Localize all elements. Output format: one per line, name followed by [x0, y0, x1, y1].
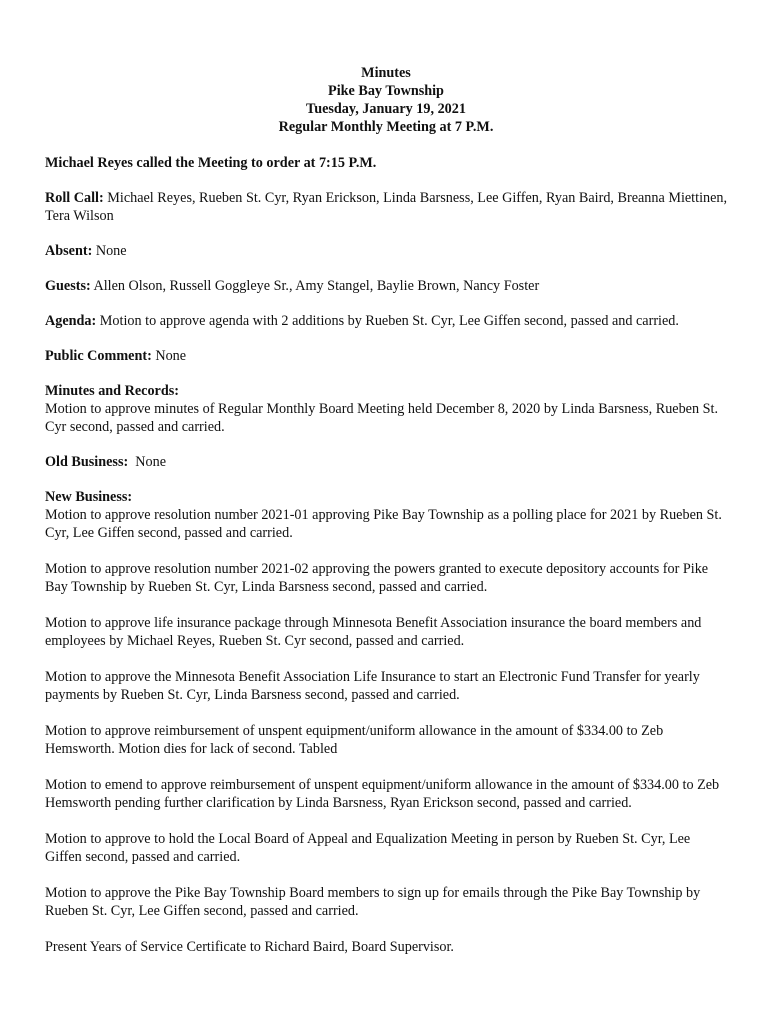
- new-business-item: Motion to approve resolution number 2021-02 approving the powers granted to execute depository accounts for Pike Bay Township by Rueben St. Cyr, Linda Barsness second, passed and carried.: [45, 561, 709, 595]
- new-business-item: Present Years of Service Certificate to Richard Baird, Board Supervisor.: [45, 939, 454, 955]
- new-business-section: [45, 488, 729, 956]
- header-date: Tuesday, January 19, 2021: [306, 101, 466, 117]
- guests-text: Allen Olson, Russell Goggleye Sr., Amy Stangel, Baylie Brown, Nancy Foster: [90, 278, 540, 294]
- old-business-label: Old Business:: [45, 454, 129, 470]
- public-comment-section: [45, 347, 729, 365]
- minutes-records-label: Minutes and Records:: [45, 383, 179, 399]
- roll-call-section: [45, 189, 729, 225]
- new-business-label: New Business:: [45, 489, 133, 505]
- public-comment-label: Public Comment:: [45, 348, 152, 364]
- header-meeting-type: Regular Monthly Meeting at 7 P.M.: [278, 119, 494, 135]
- public-comment-text: None: [151, 348, 187, 364]
- roll-call-text: Michael Reyes, Rueben St. Cyr, Ryan Erickson, Linda Barsness, Lee Giffen, Ryan Baird, Breanna Miettinen, Tera Wilson: [45, 190, 728, 224]
- new-business-item: Motion to approve life insurance package through Minnesota Benefit Association insurance the board members and employees by Michael Reyes, Rueben St. Cyr second, passed and carried.: [45, 615, 702, 649]
- new-business-item: Motion to emend to approve reimbursement of unspent equipment/uniform allowance in the amount of $334.00 to Zeb Hemsworth pending further clarification by Linda Barsness, Ryan Erickson second, passed and carried.: [45, 777, 720, 811]
- absent-label: Absent:: [45, 243, 93, 259]
- old-business-section: [45, 453, 729, 471]
- agenda-section: [45, 312, 729, 330]
- absent-text: None: [92, 243, 127, 259]
- old-business-text: None: [128, 454, 167, 470]
- absent-section: [45, 242, 729, 260]
- header-title: Minutes: [361, 65, 411, 81]
- minutes-records-section: [45, 382, 729, 436]
- new-business-item: Motion to approve reimbursement of unspent equipment/uniform allowance in the amount of $334.00 to Zeb Hemsworth. Motion dies for lack of second. Tabled: [45, 723, 664, 757]
- minutes-records-text: Motion to approve minutes of Regular Monthly Board Meeting held December 8, 2020 by Linda Barsness, Rueben St. Cyr second, passed and carried.: [45, 401, 718, 435]
- minutes-document: [45, 64, 729, 956]
- new-business-item: Motion to approve the Minnesota Benefit Association Life Insurance to start an Electronic Fund Transfer for yearly payments by Rueben St. Cyr, Linda Barsness second, passed and carried.: [45, 669, 700, 703]
- document-header: [43, 64, 729, 136]
- agenda-label: Agenda:: [45, 313, 97, 329]
- guests-section: [45, 277, 729, 295]
- call-to-order: Michael Reyes called the Meeting to order at 7:15 P.M.: [45, 155, 377, 171]
- guests-label: Guests:: [45, 278, 91, 294]
- header-township: Pike Bay Township: [328, 83, 444, 99]
- agenda-text: Motion to approve agenda with 2 additions by Rueben St. Cyr, Lee Giffen second, passed and carried.: [96, 313, 679, 329]
- new-business-item: Motion to approve resolution number 2021-01 approving Pike Bay Township as a polling place for 2021 by Rueben St. Cyr, Lee Giffen second, passed and carried.: [45, 507, 722, 541]
- roll-call-label: Roll Call:: [45, 190, 104, 206]
- new-business-item: Motion to approve the Pike Bay Township Board members to sign up for emails through the Pike Bay Township by Rueben St. Cyr, Lee Giffen second, passed and carried.: [45, 885, 701, 919]
- new-business-item: Motion to approve to hold the Local Board of Appeal and Equalization Meeting in person by Rueben St. Cyr, Lee Giffen second, passed and carried.: [45, 831, 691, 865]
